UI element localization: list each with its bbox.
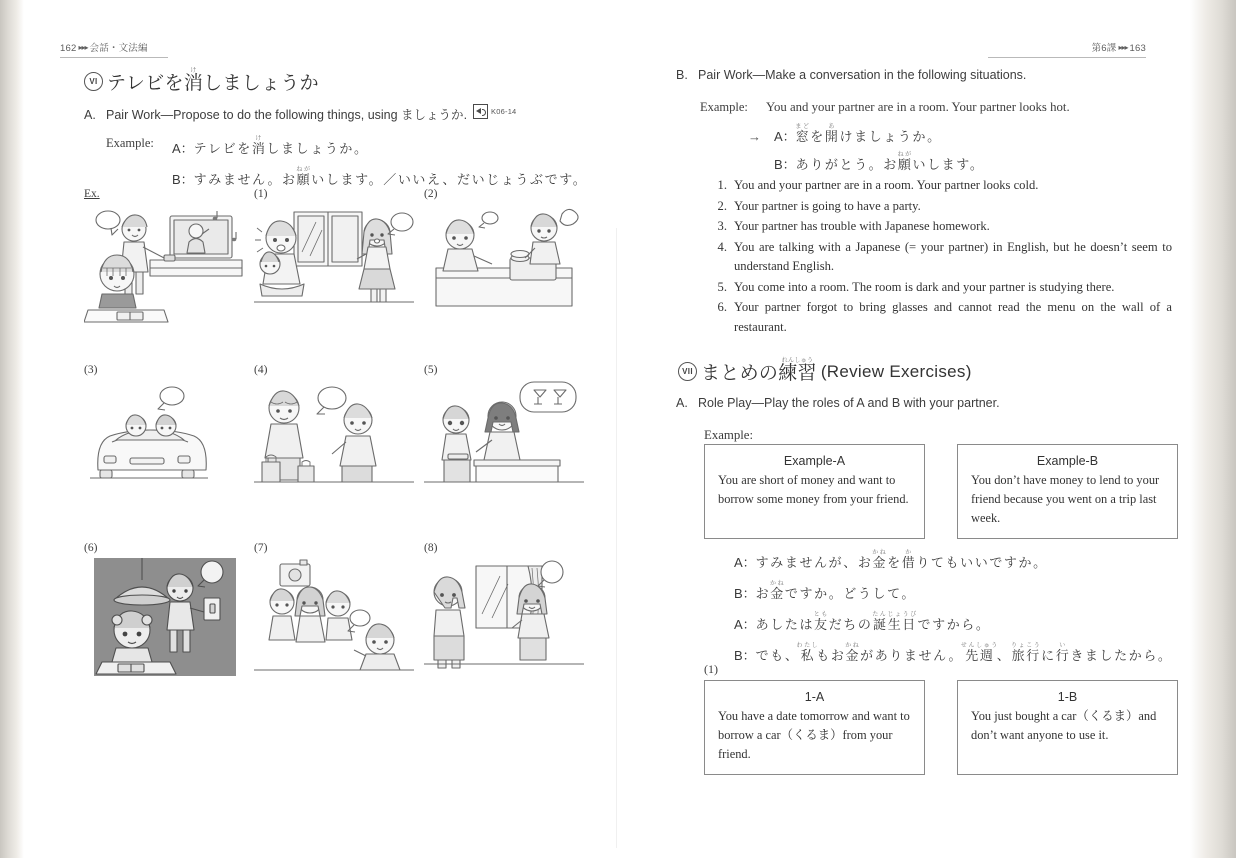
section-title-vii-en: (Review Exercises)	[820, 361, 972, 381]
picture-label-6: (6)	[84, 542, 98, 554]
exercise-b-letter: B.	[676, 68, 688, 82]
exercise-a-instruction-left	[84, 104, 554, 123]
illustration-photo-taking-scene	[254, 556, 414, 678]
scan-edge-left	[0, 0, 24, 858]
picture-cell-7	[254, 542, 424, 678]
list-item-number: 6.	[717, 300, 727, 315]
picture-cell-3	[84, 364, 254, 500]
list-item	[708, 238, 1172, 277]
role-play-box-body: You are short of money and want to borrow some money from your friend.	[718, 473, 909, 506]
illustration-curtain-window-scene	[424, 556, 584, 678]
exercise-b-situation-list	[708, 176, 1172, 338]
exercise-b-example-line-b: B：ありがとう。お願ねがいします。	[774, 152, 985, 172]
list-item-number: 4.	[717, 239, 727, 254]
section-title-vi: テレビを消けしましょうか	[107, 68, 319, 94]
running-head-rule-left	[60, 57, 168, 58]
section-heading-vi	[84, 68, 319, 95]
picture-label-8: (8)	[424, 542, 438, 554]
list-item-text: You come into a room. The room is dark and your partner is studying there.	[734, 279, 1115, 294]
role-play-dialogue	[734, 550, 1173, 664]
role-play-box-body: You have a date tomorrow and want to borrow a car（くるま）from your friend.	[718, 709, 910, 761]
picture-label-4: (4)	[254, 364, 268, 376]
dialogue-line-2: B：お金かねですか。どうして。	[734, 581, 917, 601]
dialogue-line-4: B：でも、私わたしもお金かねがありません。先週せんしゅう、旅行りょこうに行いきましたから。	[734, 643, 1173, 663]
role-play-box-title: 1-B	[1057, 690, 1078, 704]
example-label-left: Example:	[106, 136, 154, 150]
picture-cell-5	[424, 364, 594, 500]
exercise-b-instruction	[676, 68, 1176, 82]
picture-label-1: (1)	[254, 188, 268, 200]
role-play-box-example-b	[957, 444, 1178, 539]
exercise-b-example	[700, 100, 1070, 115]
exercise-a-instruction-right	[676, 396, 1176, 410]
running-head-left-text: 会話・文法編	[89, 43, 148, 54]
picture-cell-1	[254, 188, 424, 324]
picture-label-ex: Ex.	[84, 188, 100, 200]
list-item-text: Your partner is going to have a party.	[734, 198, 921, 213]
dialogue-line-3: A：あしたは友ともだちの誕生日たんじょうびですから。	[734, 612, 991, 632]
page-number-right: 163	[1129, 43, 1146, 54]
arrow-glyph-left: ▸▸▸	[78, 43, 88, 52]
picture-grid	[84, 188, 594, 678]
exercise-b-example-situation: You and your partner are in a room. Your partner looks hot.	[766, 100, 1070, 114]
picture-cell-8	[424, 542, 594, 678]
list-item-number: 3.	[717, 219, 727, 234]
illustration-car-scene	[84, 378, 244, 500]
arrow-glyph-right: ▸▸▸	[1118, 43, 1128, 52]
running-head-right	[1092, 40, 1146, 54]
illustration-tv-remote-scene	[84, 202, 244, 324]
section-numeral-badge: VI	[84, 72, 103, 91]
page-number-left: 162	[60, 43, 77, 54]
exercise-b-example-dialogue	[748, 124, 984, 173]
list-item-number: 2.	[717, 198, 727, 213]
role-play-box-title: Example-B	[1036, 454, 1099, 468]
list-item-text: Your partner has trouble with Japanese homework.	[734, 219, 990, 234]
list-item	[708, 298, 1172, 337]
illustration-window-open-scene	[254, 202, 414, 324]
role-play-example-boxes	[704, 444, 1178, 539]
role-play-example-label: Example:	[704, 428, 754, 442]
role-play-box-body: You don’t have money to lend to your friend because you went on a trip last week.	[971, 473, 1160, 525]
picture-label-7: (7)	[254, 542, 268, 554]
arrow-icon: →	[748, 129, 761, 144]
illustration-carry-bags-scene	[254, 378, 414, 500]
picture-cell-6	[84, 542, 254, 678]
left-page	[24, 0, 616, 858]
list-item	[708, 278, 1172, 298]
picture-row-1	[84, 188, 594, 324]
running-head-left	[60, 40, 148, 54]
list-item	[708, 217, 1172, 237]
illustration-dark-room-light-switch-scene	[84, 556, 244, 678]
role-play-box-example-a	[704, 444, 925, 539]
exercise-a-instruction-text-right: Role Play—Play the roles of A and B with your partner.	[698, 396, 1000, 410]
list-item-number: 5.	[717, 279, 727, 294]
section-numeral-badge-vii: VII	[678, 362, 697, 381]
speaker-icon	[473, 104, 488, 119]
role-play-box-1b	[957, 680, 1178, 775]
item-label-1: (1)	[704, 662, 718, 676]
list-item	[708, 197, 1172, 217]
picture-cell-4	[254, 364, 424, 500]
role-play-box-1a	[704, 680, 925, 775]
list-item-text: Your partner forgot to bring glasses and cannot read the menu on the wall of a restaurant.	[734, 300, 1172, 334]
lesson-label: 第6課	[1091, 43, 1117, 54]
list-item-text: You are talking with a Japanese (= your partner) in English, but he doesn’t seem to understand English.	[734, 239, 1172, 274]
list-item-number: 1.	[717, 178, 727, 192]
dialogue-line-1: A：すみませんが、お金かねを借かりてもいいですか。	[734, 550, 1048, 570]
example-block-left	[106, 136, 587, 188]
running-head-rule-right	[988, 57, 1146, 58]
role-play-box-title: 1-A	[804, 690, 825, 704]
illustration-drinks-scene	[424, 378, 584, 500]
role-play-item-1-boxes	[704, 680, 1178, 775]
role-play-box-title: Example-A	[783, 454, 846, 468]
audio-track-code: K06-14	[491, 107, 517, 116]
list-item	[708, 176, 1172, 196]
right-page	[616, 0, 1190, 858]
exercise-a-instruction-text-left: Pair Work—Propose to do the following things, using ましょうか.	[106, 108, 468, 122]
section-title-vii-jp: まとめの練習れんしゅう	[701, 358, 817, 384]
picture-cell-2	[424, 188, 594, 324]
exercise-a-letter-right: A.	[676, 396, 688, 410]
picture-label-5: (5)	[424, 364, 438, 376]
scan-edge-right	[1190, 0, 1236, 858]
exercise-a-letter-left: A.	[84, 108, 96, 122]
list-item-text: You and your partner are in a room. Your partner looks cold.	[734, 178, 1039, 192]
example-line-b-left: B：すみません。お願ねがいします。／いいえ、だいじょうぶです。	[172, 167, 588, 187]
exercise-b-example-label: Example:	[700, 100, 748, 114]
picture-label-2: (2)	[424, 188, 438, 200]
exercise-b-example-line-a: A：窓まどを開あけましょうか。	[774, 124, 942, 144]
audio-chip-left[interactable]	[473, 104, 516, 119]
role-play-box-body: You just bought a car（くるま）and don’t want anyone to use it.	[971, 709, 1157, 742]
picture-label-3: (3)	[84, 364, 98, 376]
section-heading-vii	[678, 358, 972, 385]
picture-row-2	[84, 364, 594, 500]
example-line-a-left: A：テレビを消けしましょうか。	[172, 136, 369, 156]
picture-row-3	[84, 542, 594, 678]
picture-cell-ex	[84, 188, 254, 324]
illustration-kitchen-dishes-scene	[424, 202, 584, 324]
exercise-b-instruction-text: Pair Work—Make a conversation in the following situations.	[698, 68, 1027, 82]
